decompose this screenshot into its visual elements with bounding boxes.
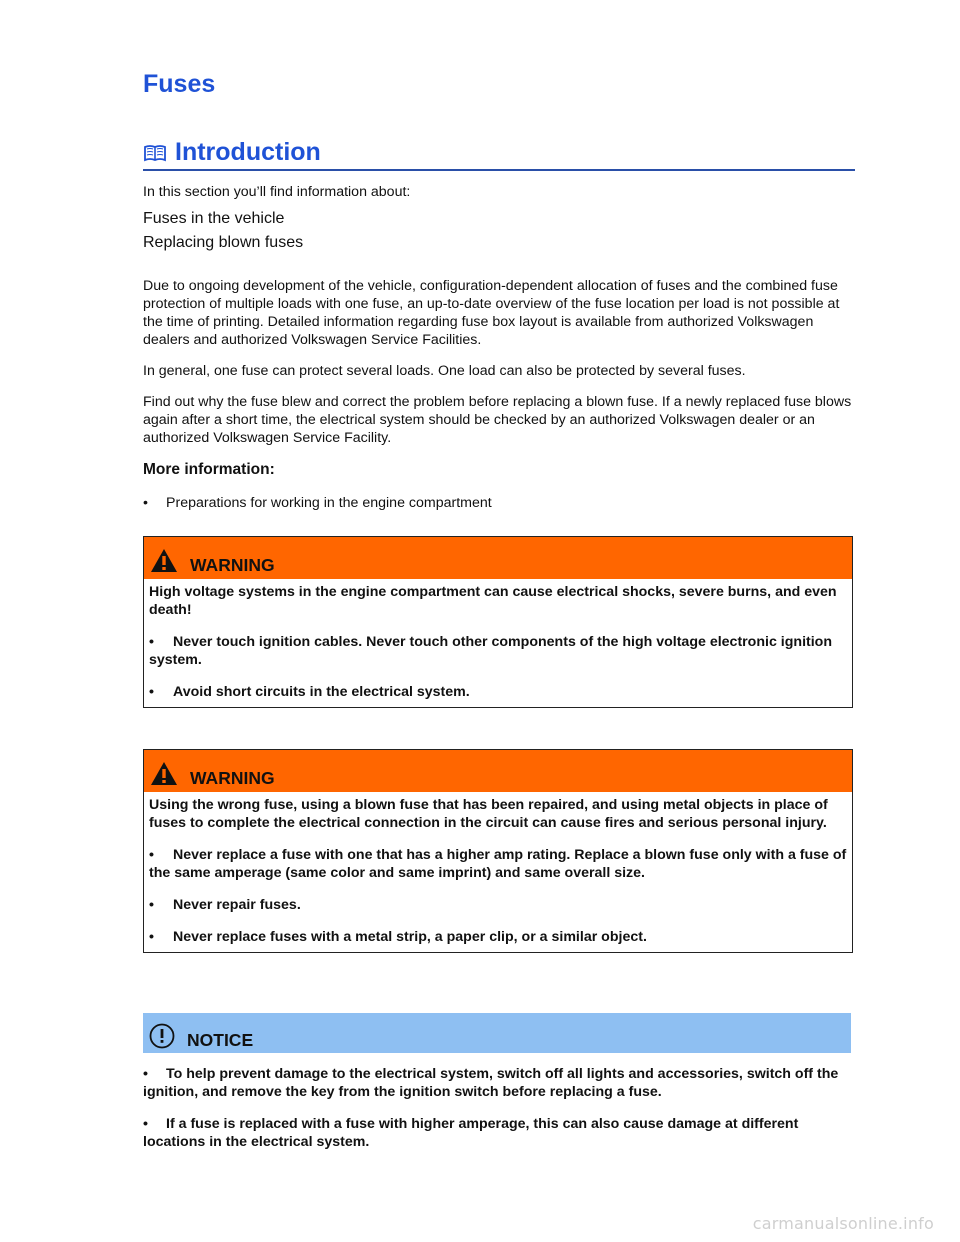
notice-item: • If a fuse is replaced with a fuse with higher amperage, this can also cause damage at different locations in the electrical system. <box>143 1116 799 1150</box>
notice-label: NOTICE <box>187 1030 254 1050</box>
warning-item: • Never repair fuses. <box>149 897 301 913</box>
warning-triangle-icon <box>150 548 178 574</box>
warning-item: • Avoid short circuits in the electrical system. <box>149 684 470 700</box>
paragraph: In general, one fuse can protect several loads. One load can also be protected by several fuses. <box>143 363 746 379</box>
bullet: • <box>149 684 154 700</box>
bullet: • <box>143 1116 148 1132</box>
bullet: • <box>143 1066 148 1082</box>
bullet: • <box>149 897 154 913</box>
notice-content <box>143 1065 855 1165</box>
bullet: • <box>149 929 154 945</box>
more-info-link[interactable]: Preparations for working in the engine compartment <box>166 495 492 511</box>
topic-link-fuses[interactable]: Fuses in the vehicle <box>143 210 285 227</box>
warning-item: • Never touch ignition cables. Never touch other components of the high voltage electronic ignition system. <box>149 634 833 668</box>
page-title: Fuses <box>143 70 216 98</box>
topic-link-replacing[interactable]: Replacing blown fuses <box>143 234 304 251</box>
warning-content <box>144 579 852 707</box>
section-heading <box>143 138 855 171</box>
section-title: Introduction <box>175 138 321 166</box>
warning-label: WARNING <box>190 555 275 575</box>
more-info-heading: More information: <box>143 461 275 478</box>
exclamation-circle-icon <box>149 1023 175 1049</box>
warning-text: Using the wrong fuse, using a blown fuse that has been repaired, and using metal objects in place of fuses to complete the electrical connection in the circuit can cause fires and serious personal injury. <box>149 797 828 831</box>
notice-header <box>143 1013 851 1053</box>
bullet: • <box>149 847 154 863</box>
warning-header <box>144 537 852 579</box>
watermark: carmanualsonline.info <box>752 1214 934 1233</box>
warning-content <box>144 792 852 952</box>
warning-label: WARNING <box>190 768 275 788</box>
warning-header <box>144 750 852 792</box>
paragraph: Find out why the fuse blew and correct the problem before replacing a blown fuse. If a newly replaced fuse blows again after a short time, the electrical system should be checked by an authorized Volkswagen dealer or an authorized Volkswagen Service Facility. <box>143 394 852 446</box>
warning-item: • Never replace a fuse with one that has a higher amp rating. Replace a blown fuse only with a fuse of the same amperage (same color and same imprint) and same overall size. <box>149 847 847 881</box>
bullet: • <box>149 634 154 650</box>
warning-box <box>143 536 853 708</box>
warning-item: • Never replace fuses with a metal strip, a paper clip, or a similar object. <box>149 929 647 945</box>
book-icon <box>143 143 167 163</box>
warning-text: High voltage systems in the engine compartment can cause electrical shocks, severe burns, and even death! <box>149 584 837 618</box>
bullet: • <box>143 495 148 511</box>
warning-box <box>143 749 853 953</box>
intro-text: In this section you’ll find information about: <box>143 184 411 200</box>
warning-triangle-icon <box>150 761 178 787</box>
paragraph: Due to ongoing development of the vehicle, configuration-dependent allocation of fuses and the combined fuse protection of multiple loads with one fuse, an up-to-date overview of the fuse location per load is not possible at the time of printing. Detailed information regarding fuse box layout is available from authorized Volkswagen dealers and authorized Volkswagen Service Facilities. <box>143 278 840 348</box>
more-info-item <box>143 494 855 512</box>
notice-item: • To help prevent damage to the electrical system, switch off all lights and accessories, switch off the ignition, and remove the key from the ignition switch before replacing a fuse. <box>143 1066 839 1100</box>
